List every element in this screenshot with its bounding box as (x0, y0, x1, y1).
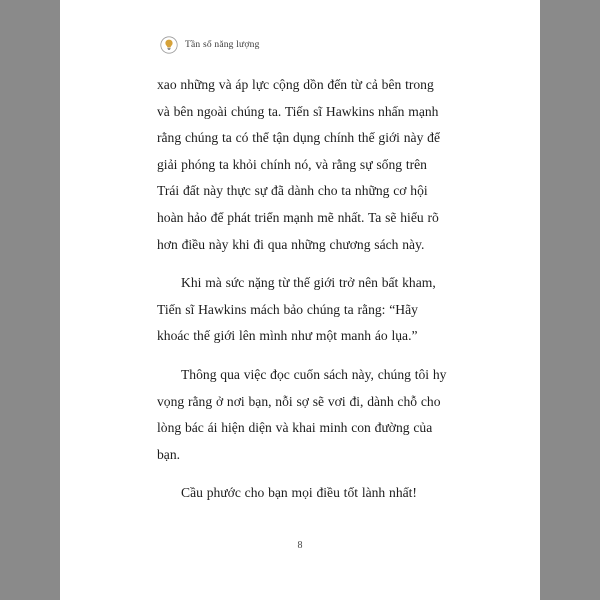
header-title: Tần số năng lượng (185, 40, 260, 50)
page-header (60, 36, 540, 54)
paragraph: xao những và áp lực cộng dồn đến từ cả bên trong và bên ngoài chúng ta. Tiến sĩ Hawkins nhấn mạnh rằng chúng ta có thể tận dụng chính thế giới này để giải phóng ta khỏi chính nó, và rằng sự sống trên Trái đất này thực sự đã dành cho ta những cơ hội hoàn hảo để phát triển mạnh mẽ nhất. Ta sẽ hiểu rõ hơn điều này khi đi qua những chương sách này. (157, 77, 441, 252)
paragraph: Thông qua việc đọc cuốn sách này, chúng tôi hy vọng rằng ở nơi bạn, nỗi sợ sẽ vơi đi, dành chỗ cho lòng bác ái hiện diện và khai minh con đường của bạn. (157, 366, 447, 462)
book-page (60, 0, 540, 600)
page-number: 8 (297, 540, 303, 551)
lightbulb-icon (160, 36, 178, 54)
paragraph: Khi mà sức nặng từ thế giới trở nên bất kham, Tiến sĩ Hawkins mách bảo chúng ta rằng: “Hãy khoác thế giới lên mình như một manh áo lụa.” (157, 275, 436, 344)
paragraph: Cầu phước cho bạn mọi điều tốt lành nhất! (181, 485, 417, 501)
page-content (157, 72, 449, 507)
